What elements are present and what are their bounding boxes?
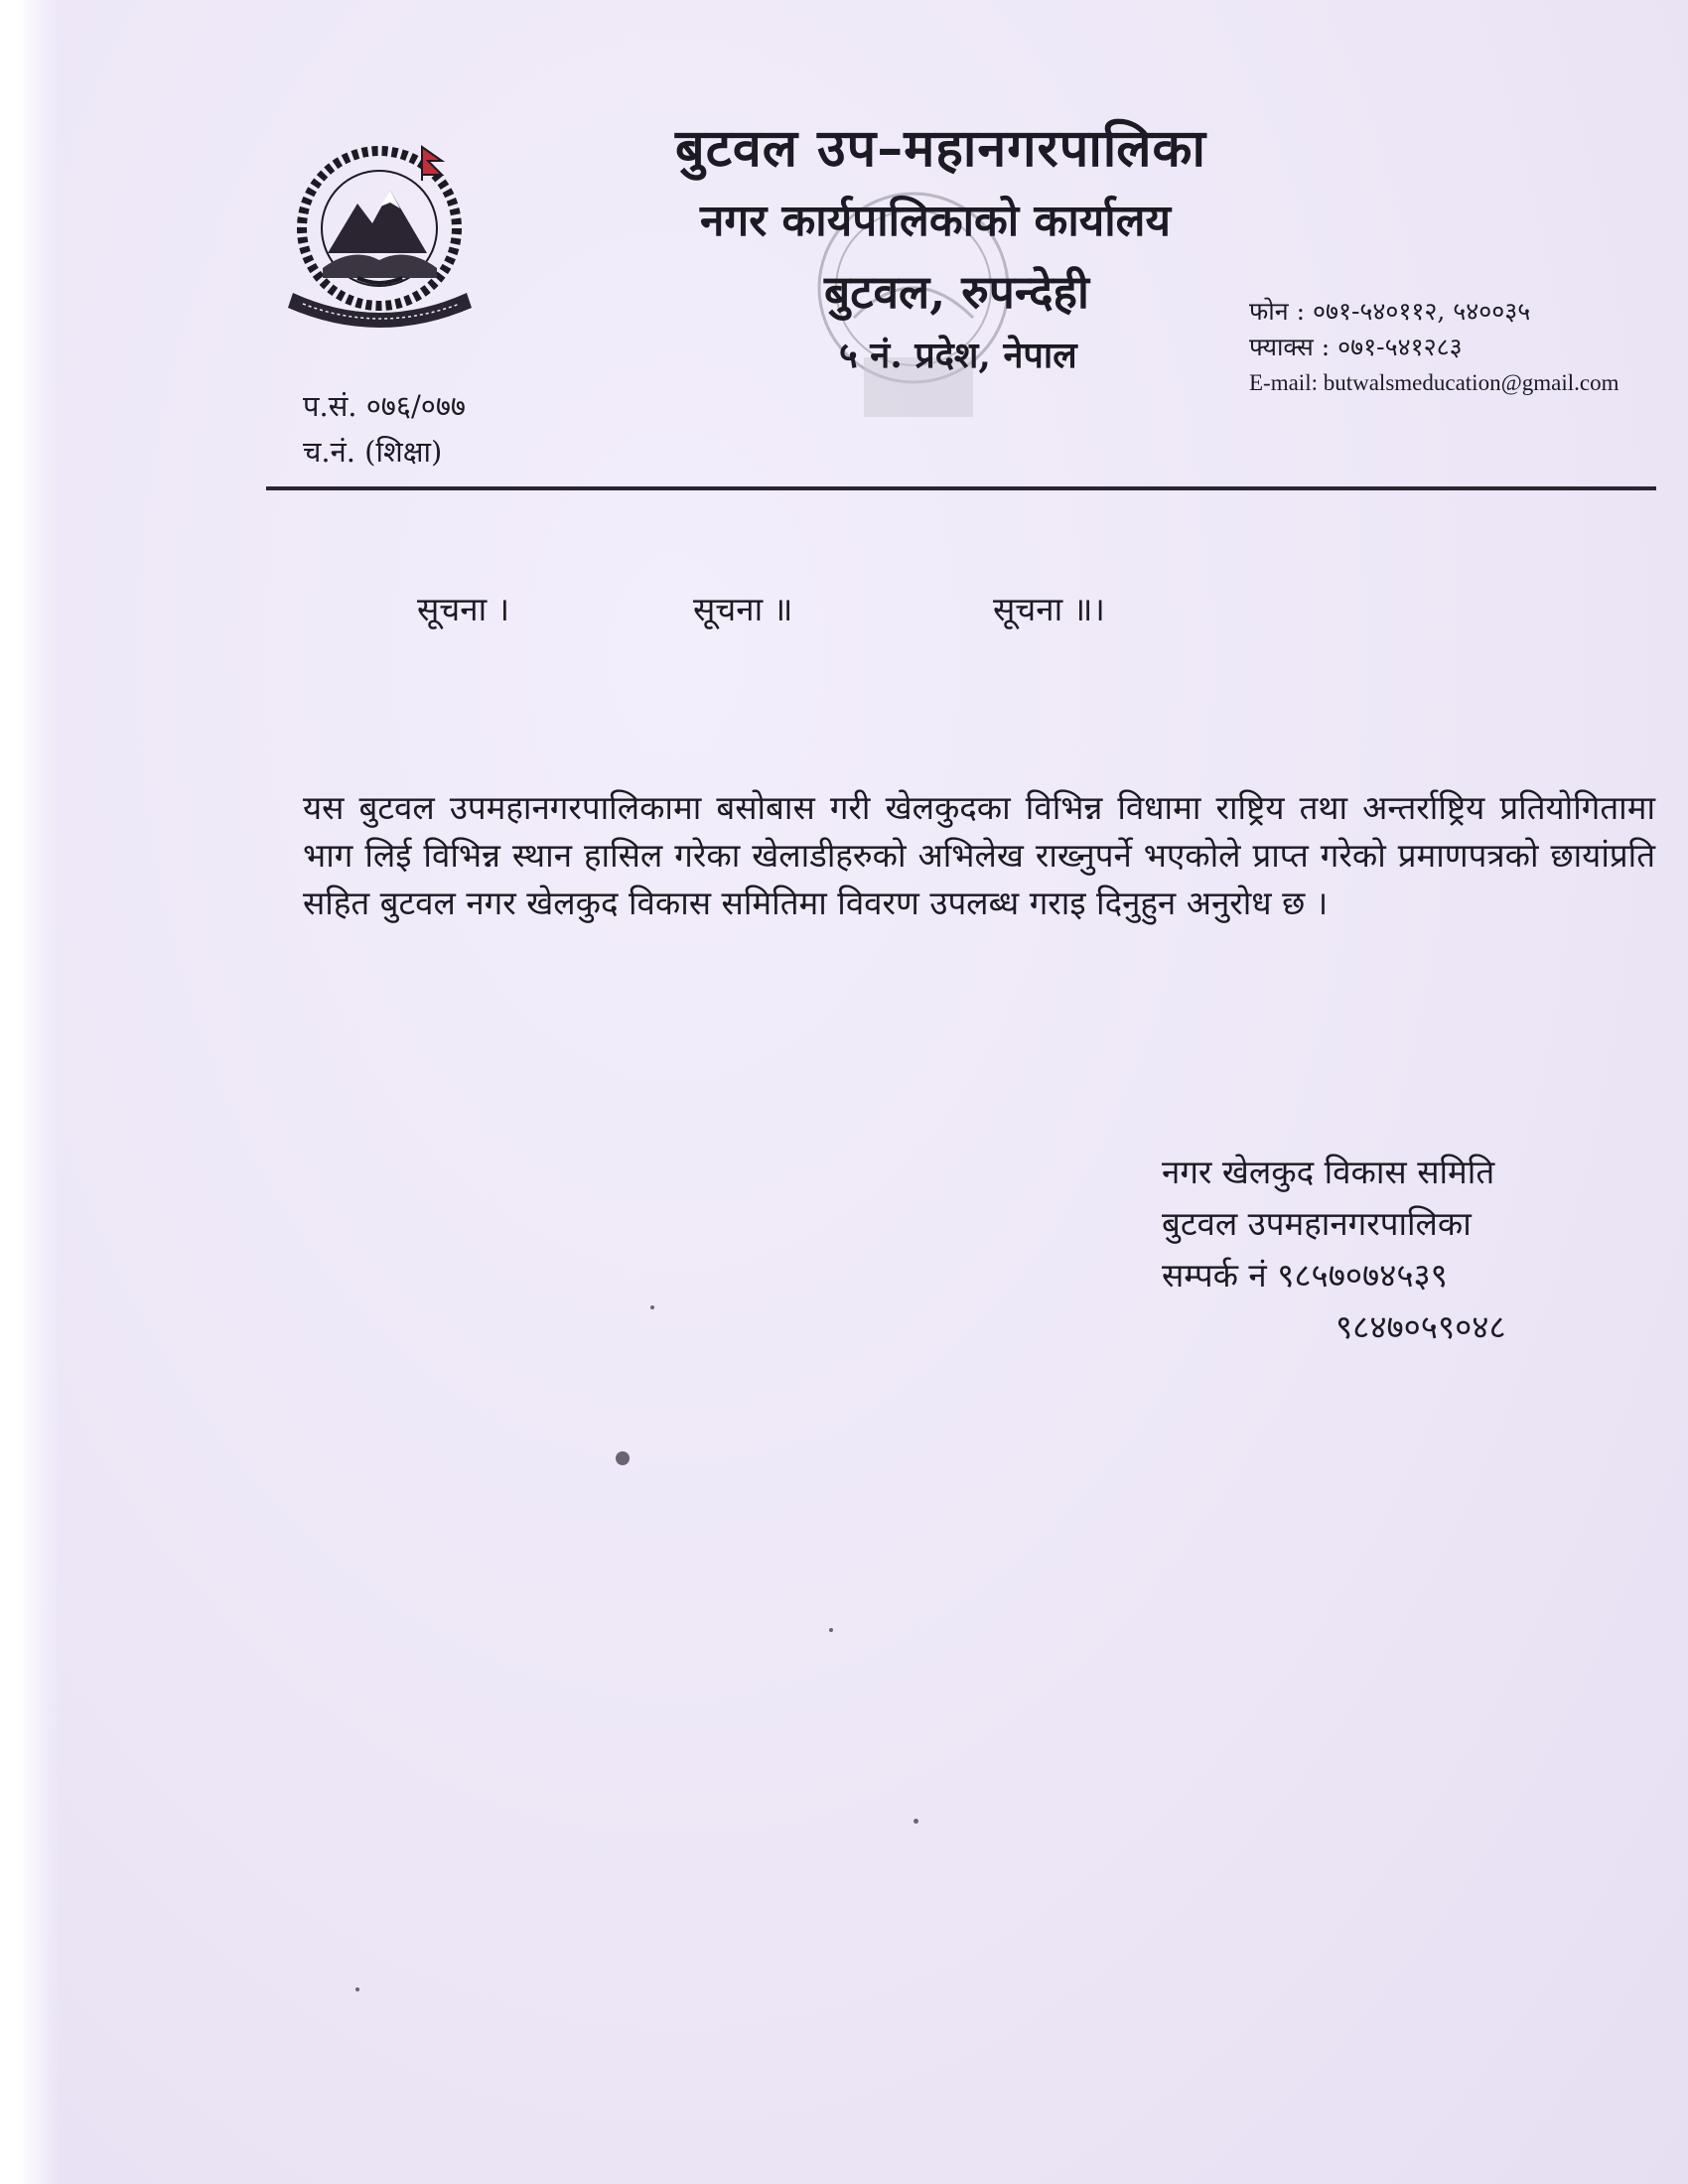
- office-name: बुटवल उप–महानगरपालिका: [675, 118, 1206, 179]
- scan-speck: [616, 1451, 630, 1465]
- signature-block: [1162, 1147, 1579, 1353]
- office-subtitle: नगर कार्यपालिकाको कार्यालय: [700, 196, 1171, 246]
- coat-of-arms-icon: [273, 129, 487, 342]
- fax-number: फ्याक्स : ०७१-५४१२८३: [1249, 333, 1463, 361]
- contact-number: सम्पर्क नं ९८५७०७४५३९: [1162, 1256, 1448, 1295]
- office-province: ५ नं. प्रदेश, नेपाल: [839, 335, 1077, 376]
- office-location: बुटवल, रुपन्देही: [824, 265, 1089, 319]
- contact-number-alt: ९८४७०५९०४८: [1336, 1307, 1506, 1346]
- letter-number: प.सं. ०७६/०७७: [303, 389, 466, 423]
- notice-heading: सूचना ॥: [693, 590, 793, 628]
- dispatch-number: च.नं. (शिक्षा): [303, 435, 443, 469]
- phone-number: फोन : ०७१-५४०११२, ५४००३५: [1249, 297, 1531, 326]
- notice-body: यस बुटवल उपमहानगरपालिकामा बसोबास गरी खेलकुदका विभिन्न विधामा राष्ट्रिय तथा अन्तर्राष्ट्रिय प्रतियोगितामा भाग लिई विभिन्न स्थान हासिल गरेका खेलाडीहरुको अभिलेख राख्नुपर्ने भएकोले प्राप्त गरेको प्रमाणपत्रको छायांप्रति सहित बुटवल नगर खेलकुद विकास समितिमा विवरण उपलब्ध गराइ दिनुहुन अनुरोध छ ।: [303, 788, 1655, 922]
- contact-block: [1249, 294, 1618, 401]
- committee-name: नगर खेलकुद विकास समिति: [1162, 1153, 1495, 1191]
- municipality-name: बुटवल उपमहानगरपालिका: [1162, 1204, 1472, 1243]
- scan-speck: [355, 1987, 359, 1991]
- scan-speck: [650, 1305, 654, 1309]
- notice-heading: सूचना ॥।: [993, 590, 1105, 628]
- notice-heading: सूचना ।: [417, 590, 510, 628]
- reference-block: [303, 383, 466, 475]
- scan-speck: [829, 1628, 833, 1632]
- scan-edge: [0, 0, 60, 2184]
- header-divider: [266, 486, 1656, 490]
- email-address: E-mail: butwalsmeducation@gmail.com: [1249, 370, 1619, 395]
- scan-speck: [914, 1819, 918, 1824]
